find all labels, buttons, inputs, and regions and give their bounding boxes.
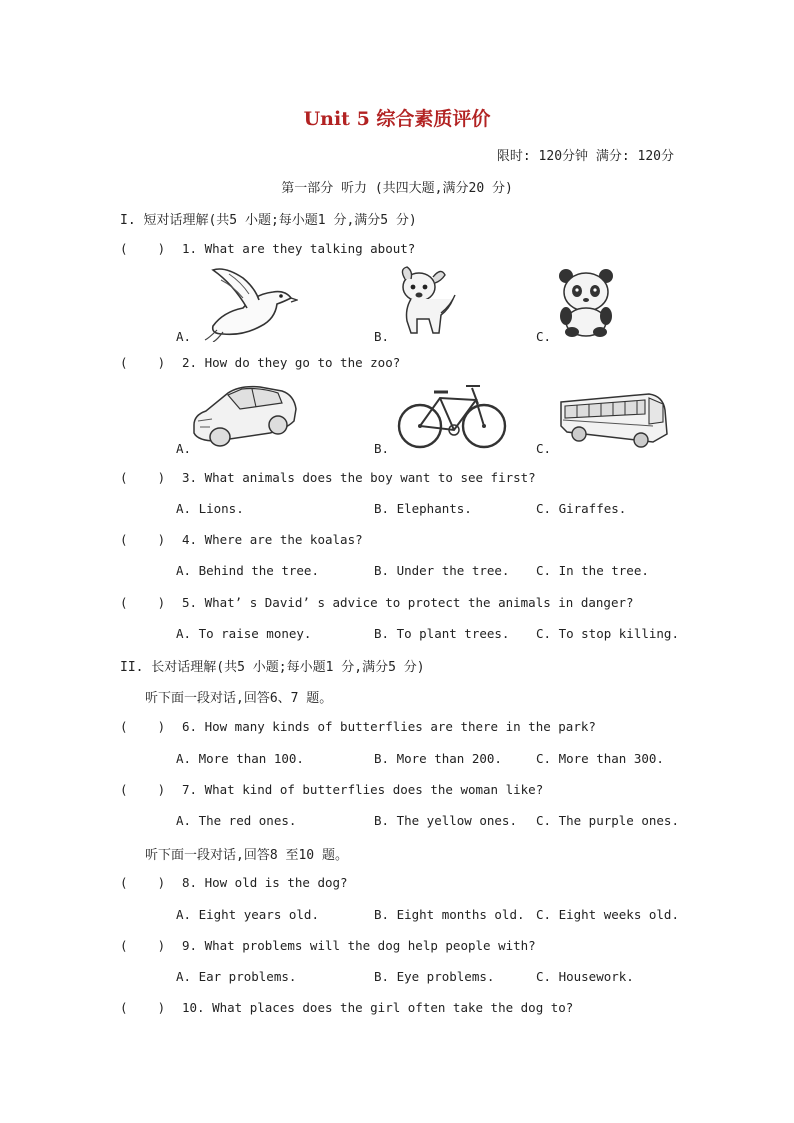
panda-image — [556, 266, 618, 338]
option-7b[interactable]: B. The yellow ones. — [374, 813, 517, 828]
question-3: ( ) 3. What animals does the boy want to see first? — [120, 470, 536, 485]
instruction-1: 听下面一段对话,回答6、7 题。 — [145, 691, 333, 706]
section-heading-1: I. 短对话理解(共5 小题;每小题1 分,满分5 分) — [120, 213, 417, 228]
option-5a[interactable]: A. To raise money. — [176, 626, 312, 641]
option-5b[interactable]: B. To plant trees. — [374, 626, 510, 641]
question-2: ( ) 2. How do they go to the zoo? — [120, 355, 401, 370]
bicycle-image — [396, 380, 508, 452]
option-4b[interactable]: B. Under the tree. — [374, 563, 510, 578]
answer-bracket[interactable]: ( ) — [120, 595, 166, 610]
option-6b[interactable]: B. More than 200. — [374, 751, 502, 766]
option-8a[interactable]: A. Eight years old. — [176, 907, 319, 922]
option-2c[interactable]: C. — [536, 441, 552, 456]
option-4c[interactable]: C. In the tree. — [536, 563, 649, 578]
time-info: 限时: 120分钟 满分: 120分 — [496, 149, 674, 164]
answer-bracket[interactable]: ( ) — [120, 938, 166, 953]
answer-bracket[interactable]: ( ) — [120, 1000, 166, 1015]
option-9b[interactable]: B. Eye problems. — [374, 969, 495, 984]
question-8: ( ) 8. How old is the dog? — [120, 875, 348, 890]
question-5: ( ) 5. What’ s David’ s advice to protect the animals in danger? — [120, 595, 634, 610]
question-10: ( ) 10. What places does the girl often take the dog to? — [120, 1000, 574, 1015]
dog-image — [397, 265, 457, 337]
option-8c[interactable]: C. Eight weeks old. — [536, 907, 679, 922]
answer-bracket[interactable]: ( ) — [120, 355, 166, 370]
question-9: ( ) 9. What problems will the dog help people with? — [120, 938, 536, 953]
option-3b[interactable]: B. Elephants. — [374, 501, 472, 516]
question-7: ( ) 7. What kind of butterflies does the woman like? — [120, 782, 544, 797]
option-1a[interactable]: A. — [176, 329, 192, 344]
section-heading-2: II. 长对话理解(共5 小题;每小题1 分,满分5 分) — [120, 660, 425, 675]
option-7c[interactable]: C. The purple ones. — [536, 813, 679, 828]
answer-bracket[interactable]: ( ) — [120, 470, 166, 485]
answer-bracket[interactable]: ( ) — [120, 875, 166, 890]
option-2b[interactable]: B. — [374, 441, 390, 456]
option-3c[interactable]: C. Giraffes. — [536, 501, 627, 516]
question-4: ( ) 4. Where are the koalas? — [120, 532, 363, 547]
answer-bracket[interactable]: ( ) — [120, 532, 166, 547]
option-3a[interactable]: A. Lions. — [176, 501, 244, 516]
option-2a[interactable]: A. — [176, 441, 192, 456]
option-9c[interactable]: C. Housework. — [536, 969, 634, 984]
answer-bracket[interactable]: ( ) — [120, 241, 166, 256]
option-7a[interactable]: A. The red ones. — [176, 813, 297, 828]
option-1c[interactable]: C. — [536, 329, 552, 344]
page-title: Unit 5 综合素质评价 — [303, 108, 491, 130]
answer-bracket[interactable]: ( ) — [120, 782, 166, 797]
option-6c[interactable]: C. More than 300. — [536, 751, 664, 766]
bird-image — [203, 264, 298, 342]
option-5c[interactable]: C. To stop killing. — [536, 626, 679, 641]
option-6a[interactable]: A. More than 100. — [176, 751, 304, 766]
answer-bracket[interactable]: ( ) — [120, 719, 166, 734]
option-1b[interactable]: B. — [374, 329, 390, 344]
bus-image — [557, 390, 669, 450]
option-8b[interactable]: B. Eight months old. — [374, 907, 525, 922]
question-6: ( ) 6. How many kinds of butterflies are there in the park? — [120, 719, 596, 734]
option-9a[interactable]: A. Ear problems. — [176, 969, 297, 984]
option-4a[interactable]: A. Behind the tree. — [176, 563, 319, 578]
instruction-2: 听下面一段对话,回答8 至10 题。 — [145, 848, 348, 863]
part-heading: 第一部分 听力 (共四大题,满分20 分) — [281, 181, 513, 196]
question-1: ( ) 1. What are they talking about? — [120, 241, 416, 256]
car-image — [190, 381, 298, 451]
